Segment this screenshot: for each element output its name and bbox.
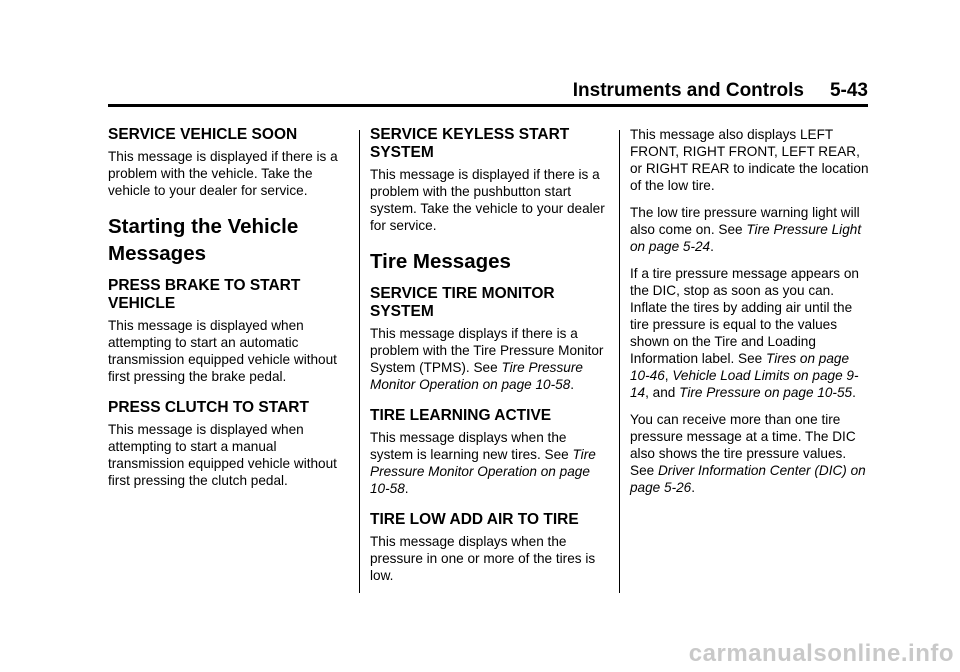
- paragraph-tire-low-add-air: This message displays when the pressure in one or more of the tires is low.: [370, 534, 596, 583]
- cross-reference-link[interactable]: Driver Information Center (DIC) on page 5-26: [630, 463, 866, 495]
- watermark: carmanualsonline.info: [688, 640, 954, 667]
- page-number: 5-43: [829, 80, 868, 101]
- column-left: [108, 126, 348, 499]
- heading-service-tire-monitor: SERVICE TIRE MONITOR SYSTEM: [370, 285, 555, 320]
- heading-tire-learning-active: TIRE LEARNING ACTIVE: [370, 407, 552, 424]
- heading-press-brake: PRESS BRAKE TO START VEHICLE: [108, 277, 301, 312]
- column-middle: [370, 126, 610, 594]
- paragraph-press-clutch: This message is displayed when attempting to start a manual transmission equipped vehicle without first pressing the clutch pedal.: [108, 422, 337, 488]
- cross-reference-link[interactable]: Tire Pressure Light on page 5-24: [630, 222, 862, 254]
- heading-service-keyless-start: SERVICE KEYLESS START SYSTEM: [370, 126, 570, 161]
- section-title: Instruments and Controls: [572, 80, 804, 101]
- heading-starting-the-vehicle-messages: Starting the Vehicle Messages: [108, 215, 299, 265]
- heading-tire-low-add-air: TIRE LOW ADD AIR TO TIRE: [370, 511, 579, 528]
- paragraph-text: This message displays if there is a problem with the Tire Pressure Monitor System (TPMS). See: [370, 326, 604, 375]
- heading-service-vehicle-soon: SERVICE VEHICLE SOON: [108, 126, 298, 143]
- cross-reference-link[interactable]: Tires on page 10-46: [630, 351, 850, 383]
- paragraph-text: .: [404, 481, 409, 496]
- heading-tire-messages: Tire Messages: [370, 250, 511, 273]
- page-header: [573, 80, 868, 102]
- paragraph-service-tire-monitor: [370, 325, 610, 393]
- paragraph-text: You can receive more than one tire pressure message at a time. The DIC also shows the tire pressure values. See: [630, 412, 856, 478]
- heading-press-clutch: PRESS CLUTCH TO START: [108, 399, 309, 416]
- paragraph-stop-and-inflate: [630, 265, 870, 401]
- paragraph-text: .: [852, 385, 856, 400]
- paragraph-low-tire-location: This message also displays LEFT FRONT, RIGHT FRONT, LEFT REAR, or RIGHT REAR to indicate the location of the low tire.: [630, 127, 869, 193]
- paragraph-multiple-messages: [630, 411, 870, 496]
- paragraph-tire-learning-active: [370, 429, 610, 497]
- paragraph-service-vehicle-soon: This message is displayed if there is a problem with the vehicle. Take the vehicle to your dealer for service.: [108, 149, 338, 198]
- cross-reference-link[interactable]: Vehicle Load Limits on page 9-14: [630, 368, 859, 400]
- paragraph-text: If a tire pressure message appears on the DIC, stop as soon as you can. Inflate the tires by adding air until the tire pressure is equal to the values shown on the Tire and Loading Information label. See: [630, 266, 859, 366]
- cross-reference-link[interactable]: Tire Pressure Monitor Operation on page 10-58: [370, 360, 583, 392]
- paragraph-text: , and: [645, 385, 680, 400]
- cross-reference-link[interactable]: Tire Pressure on page 10-55: [679, 385, 853, 400]
- cross-reference-link[interactable]: Tire Pressure Monitor Operation on page 10-58: [370, 447, 596, 496]
- paragraph-text: ,: [664, 368, 673, 383]
- paragraph-text: The low tire pressure warning light will also come on. See: [630, 205, 860, 237]
- paragraph-press-brake: This message is displayed when attempting to start an automatic transmission equipped vehicle without first pressing the brake pedal.: [108, 318, 337, 384]
- paragraph-service-keyless-start: This message is displayed if there is a problem with the pushbutton start system. Take the vehicle to your dealer for service.: [370, 167, 605, 233]
- column-divider-2: [619, 130, 620, 593]
- paragraph-warning-light: [630, 204, 870, 255]
- paragraph-text: .: [570, 377, 575, 392]
- header-rule: [108, 104, 868, 107]
- column-right: [630, 126, 870, 506]
- paragraph-text: .: [710, 239, 714, 254]
- paragraph-text: This message displays when the system is learning new tires. See: [370, 430, 573, 462]
- column-divider-1: [359, 130, 360, 593]
- paragraph-text: .: [691, 480, 696, 495]
